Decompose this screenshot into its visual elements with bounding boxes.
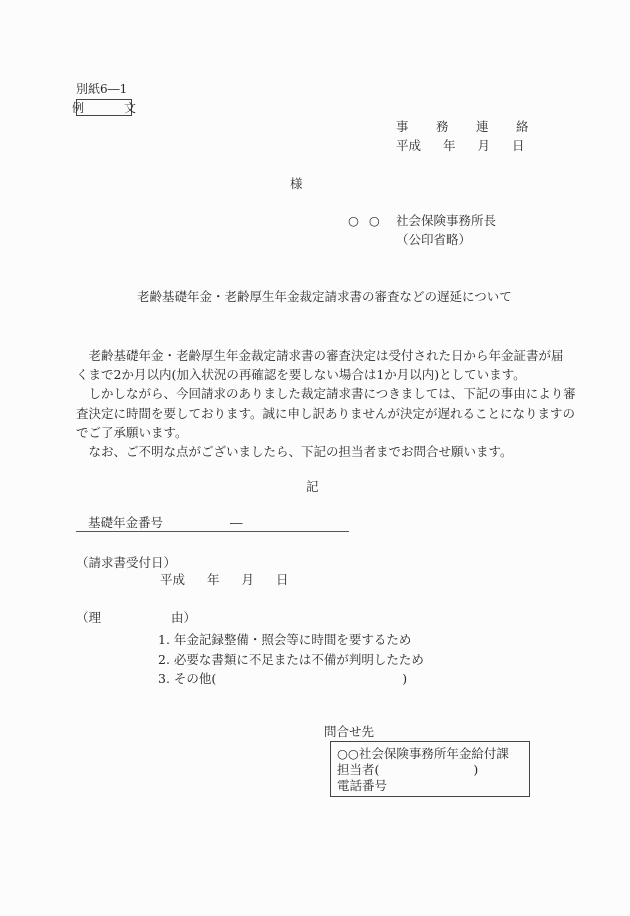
date-day: 日 — [276, 572, 289, 587]
seal-note: （公印省略） — [396, 232, 472, 247]
notice-title-char: 連 — [476, 119, 489, 134]
reason-item: 2. 必要な書類に不足または不備が判明したため — [158, 651, 424, 667]
example-badge: 例 文 — [72, 100, 151, 115]
annex-label: 別紙6―1 — [76, 82, 128, 96]
circle-placeholder: ○ — [348, 213, 359, 228]
pension-number-label: 基礎年金番号 — [88, 515, 164, 530]
receipt-date — [160, 574, 311, 587]
body-paragraph: 老齢基礎年金・老齢厚生年金裁定請求書の審査決定は受付された日から年金証書が届くまで2か月以内(加入状況の再確認を要しない場合は1か月以内)としています。 — [76, 348, 564, 383]
ki-heading: 記 — [306, 479, 319, 494]
date-year: 年 — [207, 572, 220, 587]
date-month: 月 — [241, 572, 255, 587]
notice-title-char: 事 — [396, 119, 409, 134]
date-year: 年 — [443, 138, 456, 153]
reason-list — [158, 630, 424, 689]
pension-number-dash: ― — [230, 515, 243, 530]
addressee-honorific: 様 — [290, 176, 303, 191]
contact-office: ○○社会保険事務所年金給付課 — [337, 746, 509, 761]
date-month: 月 — [477, 138, 491, 153]
receipt-date-label: （請求書受付日） — [76, 555, 177, 570]
reason-item: 1. 年金記録整備・照会等に時間を要するため — [158, 632, 412, 647]
reason-label: （理 由） — [76, 610, 197, 625]
body-text — [76, 346, 576, 461]
notice-title-char: 務 — [436, 119, 449, 134]
body-paragraph: なお、ご不明な点がございましたら、下記の担当者までお問合せ願います。 — [88, 444, 513, 460]
notice-title-char: 絡 — [516, 119, 529, 134]
date-day: 日 — [512, 138, 525, 153]
date-era: 平成 — [160, 572, 186, 587]
contact-phone: 電話番号 — [337, 778, 388, 794]
contact-box — [330, 741, 530, 797]
sender-name: 社会保険事務所長 — [396, 213, 497, 228]
reason-item: 3. その他( ) — [158, 671, 408, 686]
notice-title — [396, 121, 556, 134]
circle-placeholder: ○ — [368, 213, 380, 228]
contact-person: 担当者( ) — [337, 762, 479, 778]
pension-number-field — [76, 517, 349, 532]
body-paragraph: しかしながら、今回請求のありました裁定請求書につきましては、下記の事由により審査決定に時間を要しております。誠に申し訳ありませんが決定が遅れることになりますのでご了承願います。 — [76, 386, 576, 440]
contact-label: 問合せ先 — [324, 724, 375, 739]
date-era: 平成 — [396, 138, 422, 153]
sender-placeholder — [348, 215, 390, 228]
notice-date — [396, 140, 547, 153]
document-subject: 老齢基礎年金・老齢厚生年金裁定請求書の審査などの遅延について — [137, 289, 512, 304]
